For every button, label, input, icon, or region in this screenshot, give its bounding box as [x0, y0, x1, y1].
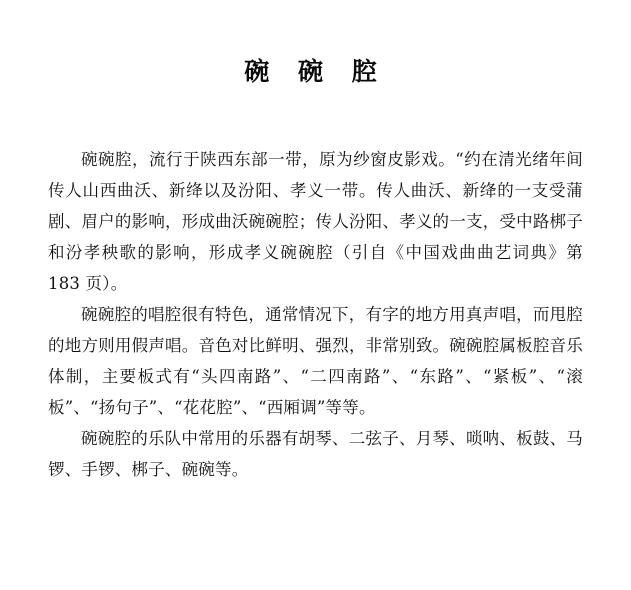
paragraph: 碗碗腔的唱腔很有特色，通常情况下，有字的地方用真声唱，而甩腔的地方则用假声唱。音色对比鲜明、强烈，非常别致。碗碗腔属板腔音乐体制，主要板式有“头四南路”、“二四南路”、“东路”、“紧板”、“滚板”、“扬句子”、“花花腔”、“西厢调”等等。 — [48, 305, 583, 417]
page-title: 碗 碗 腔 — [244, 57, 387, 86]
document-body — [48, 144, 583, 485]
paragraph: 碗碗腔的乐队中常用的乐器有胡琴、二弦子、月琴、唢呐、板鼓、马锣、手锣、梆子、碗碗等。 — [48, 429, 583, 479]
paragraph: 碗碗腔，流行于陕西东部一带，原为纱窗皮影戏。“约在清光绪年间传人山西曲沃、新绛以及汾阳、孝义一带。传人曲沃、新绛的一支受蒲剧、眉户的影响，形成曲沃碗碗腔；传人汾阳、孝义的一支，受中路梆子和汾孝秧歌的影响，形成孝义碗碗腔（引自《中国戏曲曲艺词典》第 183 页）。 — [48, 150, 583, 293]
document-page — [0, 52, 631, 590]
